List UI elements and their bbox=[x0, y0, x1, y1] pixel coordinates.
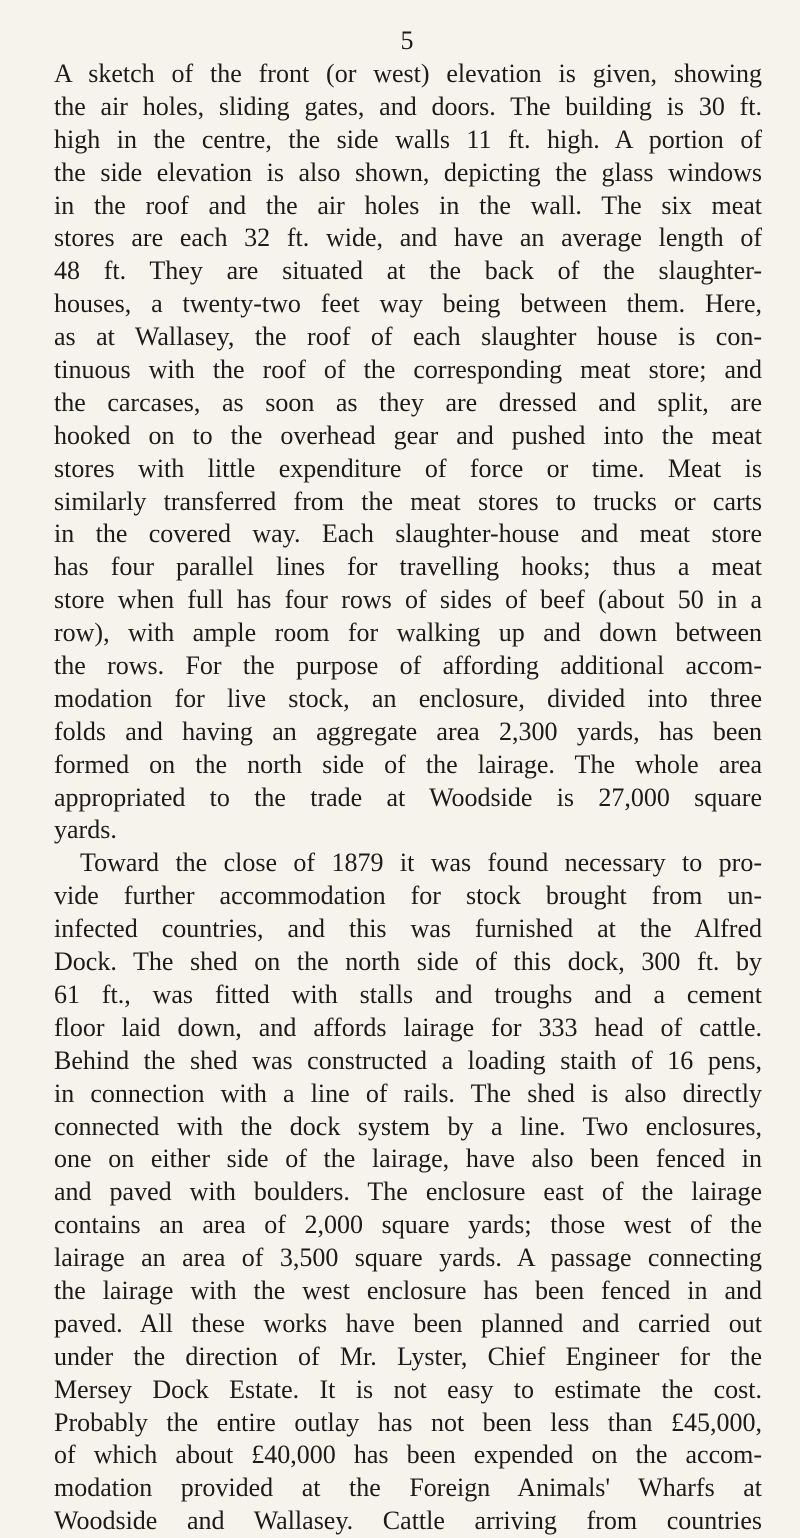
text-line: contains an area of 2,000 square yards; those west of the bbox=[54, 1210, 762, 1240]
text-line: Mersey Dock Estate. It is not easy to estimate the cost. bbox=[54, 1374, 762, 1404]
text-line: under the direction of Mr. Lyster, Chief Engineer for the bbox=[54, 1341, 762, 1371]
text-line: in connection with a line of rails. The shed is also directly bbox=[54, 1078, 762, 1108]
text-line: one on either side of the lairage, have also been fenced in bbox=[54, 1144, 762, 1174]
text-line: has four parallel lines for travelling hooks; thus a meat bbox=[54, 552, 762, 582]
text-line: tinuous with the roof of the corresponding meat store; and bbox=[54, 355, 762, 385]
text-line: Woodside and Wallasey. Cattle arriving from countries bbox=[54, 1506, 762, 1536]
text-line: houses, a twenty-two feet way being between them. Here, bbox=[54, 289, 762, 319]
text-line: and paved with boulders. The enclosure east of the lairage bbox=[54, 1177, 762, 1207]
text-line: 61 ft., was fitted with stalls and troughs and a cement bbox=[54, 979, 762, 1009]
text-line: paved. All these works have been planned and carried out bbox=[54, 1308, 762, 1338]
text-line: store when full has four rows of sides of beef (about 50 in a bbox=[54, 585, 762, 615]
body-text bbox=[54, 58, 762, 1538]
text-line: as at Wallasey, the roof of each slaughter house is con- bbox=[54, 322, 762, 352]
text-line: lairage an area of 3,500 square yards. A passage connecting bbox=[54, 1243, 762, 1273]
text-line: row), with ample room for walking up and down between bbox=[54, 618, 762, 648]
text-line: formed on the north side of the lairage. The whole area bbox=[54, 749, 762, 779]
paragraph-2 bbox=[54, 847, 762, 1538]
page-number: 5 bbox=[400, 26, 414, 55]
text-line: the carcases, as soon as they are dressed and split, are bbox=[54, 387, 762, 417]
text-line: high in the centre, the side walls 11 ft. high. A portion of bbox=[54, 124, 762, 154]
text-line: stores are each 32 ft. wide, and have an average length of bbox=[54, 223, 762, 253]
text-line: Behind the shed was constructed a loading staith of 16 pens, bbox=[54, 1045, 762, 1075]
text-line: in the covered way. Each slaughter-house and meat store bbox=[54, 519, 762, 549]
text-line: folds and having an aggregate area 2,300 yards, has been bbox=[54, 716, 762, 746]
text-line: Dock. The shed on the north side of this dock, 300 ft. by bbox=[54, 947, 762, 977]
text-line: yards. bbox=[54, 815, 117, 845]
text-line: hooked on to the overhead gear and pushed into the meat bbox=[54, 420, 762, 450]
text-line: modation provided at the Foreign Animals' Wharfs at bbox=[54, 1473, 762, 1503]
text-line: the side elevation is also shown, depicting the glass windows bbox=[54, 157, 762, 187]
text-line: modation for live stock, an enclosure, divided into three bbox=[54, 683, 762, 713]
text-line: of which about £40,000 has been expended on the accom- bbox=[54, 1440, 762, 1470]
text-line: Probably the entire outlay has not been less than £45,000, bbox=[54, 1407, 762, 1437]
text-line: the lairage with the west enclosure has been fenced in and bbox=[54, 1275, 762, 1305]
text-line: stores with little expenditure of force or time. Meat is bbox=[54, 453, 762, 483]
paragraph-1 bbox=[54, 58, 762, 847]
text-line: similarly transferred from the meat stores to trucks or carts bbox=[54, 486, 762, 516]
text-line: connected with the dock system by a line. Two enclosures, bbox=[54, 1111, 762, 1141]
text-line: appropriated to the trade at Woodside is 27,000 square bbox=[54, 782, 762, 812]
text-line: Toward the close of 1879 it was found necessary to pro- bbox=[80, 848, 762, 878]
text-line: in the roof and the air holes in the wall. The six meat bbox=[54, 190, 762, 220]
text-line: A sketch of the front (or west) elevation is given, showing bbox=[54, 59, 762, 88]
text-line: the air holes, sliding gates, and doors. The building is 30 ft. bbox=[54, 91, 762, 121]
text-line: floor laid down, and affords lairage for 333 head of cattle. bbox=[54, 1012, 762, 1042]
text-line: vide further accommodation for stock brought from un- bbox=[54, 881, 762, 911]
text-line: infected countries, and this was furnished at the Alfred bbox=[54, 914, 762, 944]
text-line: the rows. For the purpose of affording additional accom- bbox=[54, 651, 762, 681]
text-line: 48 ft. They are situated at the back of the slaughter- bbox=[54, 256, 762, 286]
